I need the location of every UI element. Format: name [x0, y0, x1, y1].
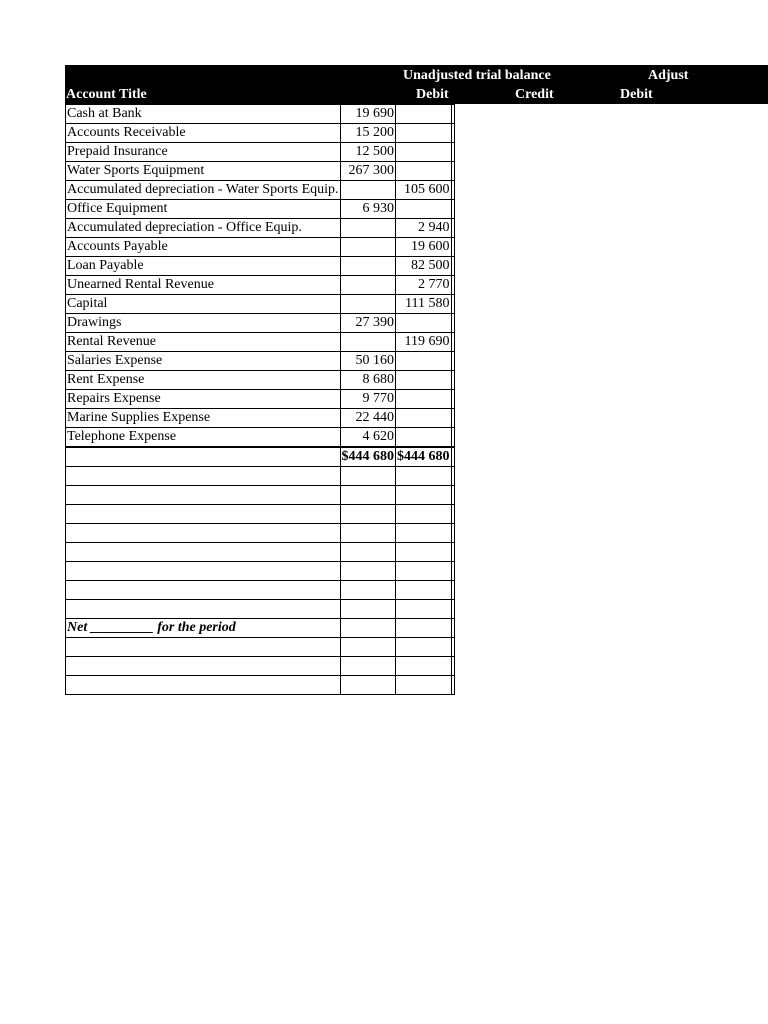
credit-header: Credit — [515, 87, 554, 102]
blank-adjustment-debit-cell[interactable] — [451, 562, 454, 581]
blank-adjustment-debit-cell[interactable] — [451, 524, 454, 543]
debit-cell[interactable]: 267 300 — [340, 162, 396, 181]
account-title-cell: Accumulated depreciation - Office Equip. — [66, 219, 341, 238]
blank-row — [66, 581, 455, 600]
account-title-cell: Drawings — [66, 314, 341, 333]
adjustment-debit-cell[interactable] — [451, 124, 454, 143]
total-debit-cell: $444 680 — [340, 447, 396, 467]
blank-debit-cell[interactable] — [340, 505, 396, 524]
blank-adjustment-debit-cell[interactable] — [451, 638, 454, 657]
table-row — [66, 181, 455, 200]
debit-cell[interactable] — [340, 257, 396, 276]
table-row — [66, 276, 455, 295]
debit-cell[interactable] — [340, 276, 396, 295]
table-row — [66, 333, 455, 352]
credit-cell[interactable] — [396, 162, 452, 181]
adjustment-debit-cell[interactable] — [451, 276, 454, 295]
blank-title-cell[interactable] — [66, 600, 341, 619]
blank-debit-cell[interactable] — [340, 676, 396, 695]
table-row — [66, 409, 455, 428]
blank-row — [66, 486, 455, 505]
table-row — [66, 143, 455, 162]
total-credit-cell: $444 680 — [396, 447, 452, 467]
account-title-cell: Marine Supplies Expense — [66, 409, 341, 428]
blank-adjustment-debit-cell[interactable] — [451, 467, 454, 486]
blank-credit-cell[interactable] — [396, 581, 452, 600]
credit-cell[interactable] — [396, 124, 452, 143]
credit-cell[interactable] — [396, 143, 452, 162]
blank-debit-cell[interactable] — [340, 486, 396, 505]
table-row — [66, 105, 455, 124]
blank-title-cell[interactable] — [66, 467, 341, 486]
blank-title-cell[interactable] — [66, 505, 341, 524]
credit-cell[interactable]: 2 940 — [396, 219, 452, 238]
blank-title-cell[interactable] — [66, 676, 341, 695]
table-row — [66, 257, 455, 276]
net-debit-cell[interactable] — [340, 619, 396, 638]
table-row — [66, 124, 455, 143]
adjustment-debit-cell[interactable] — [451, 105, 454, 124]
blank-adjustment-debit-cell[interactable] — [451, 581, 454, 600]
credit-cell[interactable]: 105 600 — [396, 181, 452, 200]
blank-adjustment-debit-cell[interactable] — [451, 543, 454, 562]
debit-cell[interactable]: 50 160 — [340, 352, 396, 371]
credit-cell[interactable] — [396, 352, 452, 371]
blank-row — [66, 600, 455, 619]
account-title-cell: Rental Revenue — [66, 333, 341, 352]
table-row — [66, 428, 455, 448]
account-title-cell: Accounts Payable — [66, 238, 341, 257]
blank-debit-cell[interactable] — [340, 638, 396, 657]
credit-cell[interactable] — [396, 428, 452, 448]
table-row — [66, 238, 455, 257]
adjustment-debit-cell[interactable] — [451, 181, 454, 200]
debit-header: Debit — [416, 87, 449, 102]
adjustment-debit-cell[interactable] — [451, 143, 454, 162]
account-title-cell: Accumulated depreciation - Water Sports Equip. — [66, 181, 341, 200]
debit-cell[interactable] — [340, 238, 396, 257]
adjustment-debit-cell[interactable] — [451, 371, 454, 390]
blank-adjustment-debit-cell[interactable] — [451, 505, 454, 524]
account-title-cell: Loan Payable — [66, 257, 341, 276]
blank-credit-cell[interactable] — [396, 600, 452, 619]
blank-row — [66, 638, 455, 657]
blank-adjustment-debit-cell[interactable] — [451, 486, 454, 505]
blank-debit-cell[interactable] — [340, 543, 396, 562]
adjustment-debit-cell[interactable] — [451, 314, 454, 333]
credit-cell[interactable] — [396, 314, 452, 333]
adjustment-debit-cell[interactable] — [451, 352, 454, 371]
worksheet-header — [65, 65, 768, 104]
debit-cell[interactable]: 19 690 — [340, 105, 396, 124]
blank-title-cell[interactable] — [66, 486, 341, 505]
account-title-cell: Office Equipment — [66, 200, 341, 219]
credit-cell[interactable]: 82 500 — [396, 257, 452, 276]
account-title-cell: Unearned Rental Revenue — [66, 276, 341, 295]
adjustment-debit-cell[interactable] — [451, 390, 454, 409]
net-row — [66, 619, 455, 638]
blank-debit-cell[interactable] — [340, 600, 396, 619]
account-title-cell: Rent Expense — [66, 371, 341, 390]
blank-credit-cell[interactable] — [396, 638, 452, 657]
adjustment-debit-cell[interactable] — [451, 257, 454, 276]
blank-adjustment-debit-cell[interactable] — [451, 600, 454, 619]
adjustment-debit-header: Debit — [620, 87, 653, 102]
blank-credit-cell[interactable] — [396, 657, 452, 676]
table-row — [66, 390, 455, 409]
adjustment-debit-cell[interactable] — [451, 409, 454, 428]
credit-cell[interactable] — [396, 409, 452, 428]
account-title-cell: Telephone Expense — [66, 428, 341, 448]
account-title-header: Account Title — [66, 87, 147, 102]
adjustments-heading: Adjust — [648, 68, 689, 83]
credit-cell[interactable] — [396, 390, 452, 409]
blank-adjustment-debit-cell[interactable] — [451, 657, 454, 676]
blank-row — [66, 657, 455, 676]
debit-cell[interactable] — [340, 295, 396, 314]
blank-credit-cell[interactable] — [396, 505, 452, 524]
adjustment-debit-cell[interactable] — [451, 295, 454, 314]
blank-row — [66, 562, 455, 581]
account-title-cell: Cash at Bank — [66, 105, 341, 124]
table-row — [66, 219, 455, 238]
totals-row — [66, 447, 455, 467]
blank-title-cell[interactable] — [66, 581, 341, 600]
trial-balance-table — [65, 104, 455, 695]
blank-credit-cell[interactable] — [396, 524, 452, 543]
adjustment-debit-cell[interactable] — [451, 238, 454, 257]
debit-cell[interactable]: 4 620 — [340, 428, 396, 448]
blank-row — [66, 505, 455, 524]
adjustment-debit-cell[interactable] — [451, 162, 454, 181]
net-adjustment-debit-cell[interactable] — [451, 619, 454, 638]
credit-cell[interactable] — [396, 200, 452, 219]
blank-title-cell[interactable] — [66, 562, 341, 581]
blank-debit-cell[interactable] — [340, 657, 396, 676]
debit-cell[interactable] — [340, 333, 396, 352]
blank-credit-cell[interactable] — [396, 676, 452, 695]
table-row — [66, 200, 455, 219]
blank-row — [66, 524, 455, 543]
table-row — [66, 314, 455, 333]
credit-cell[interactable]: 111 580 — [396, 295, 452, 314]
credit-cell[interactable]: 2 770 — [396, 276, 452, 295]
blank-credit-cell[interactable] — [396, 486, 452, 505]
totals-label-cell — [66, 447, 341, 467]
blank-title-cell[interactable] — [66, 524, 341, 543]
debit-cell[interactable] — [340, 219, 396, 238]
blank-title-cell[interactable] — [66, 638, 341, 657]
blank-row — [66, 676, 455, 695]
blank-title-cell[interactable] — [66, 657, 341, 676]
account-title-cell: Capital — [66, 295, 341, 314]
blank-title-cell[interactable] — [66, 543, 341, 562]
debit-cell[interactable]: 15 200 — [340, 124, 396, 143]
table-row — [66, 162, 455, 181]
adjustment-debit-cell[interactable] — [451, 428, 454, 448]
blank-debit-cell[interactable] — [340, 524, 396, 543]
credit-cell[interactable]: 19 600 — [396, 238, 452, 257]
account-title-cell: Accounts Receivable — [66, 124, 341, 143]
debit-cell[interactable]: 22 440 — [340, 409, 396, 428]
blank-credit-cell[interactable] — [396, 562, 452, 581]
blank-credit-cell[interactable] — [396, 467, 452, 486]
blank-debit-cell[interactable] — [340, 467, 396, 486]
table-row — [66, 352, 455, 371]
unadjusted-trial-balance-heading: Unadjusted trial balance — [403, 68, 551, 83]
net-credit-cell[interactable] — [396, 619, 452, 638]
account-title-cell: Water Sports Equipment — [66, 162, 341, 181]
debit-cell[interactable]: 12 500 — [340, 143, 396, 162]
table-row — [66, 371, 455, 390]
debit-cell[interactable] — [340, 181, 396, 200]
account-title-cell: Prepaid Insurance — [66, 143, 341, 162]
blank-row — [66, 467, 455, 486]
debit-cell[interactable]: 9 770 — [340, 390, 396, 409]
credit-cell[interactable]: 119 690 — [396, 333, 452, 352]
adjustment-debit-cell[interactable] — [451, 333, 454, 352]
debit-cell[interactable]: 8 680 — [340, 371, 396, 390]
blank-debit-cell[interactable] — [340, 581, 396, 600]
net-for-period-label: Net _________ for the period — [66, 619, 341, 638]
adjustment-debit-cell[interactable] — [451, 219, 454, 238]
credit-cell[interactable] — [396, 371, 452, 390]
credit-cell[interactable] — [396, 105, 452, 124]
account-title-cell: Salaries Expense — [66, 352, 341, 371]
debit-cell[interactable]: 6 930 — [340, 200, 396, 219]
table-row — [66, 295, 455, 314]
blank-credit-cell[interactable] — [396, 543, 452, 562]
blank-row — [66, 543, 455, 562]
blank-debit-cell[interactable] — [340, 562, 396, 581]
adjustment-debit-cell[interactable] — [451, 200, 454, 219]
total-adjustment-debit-cell[interactable] — [451, 447, 454, 467]
account-title-cell: Repairs Expense — [66, 390, 341, 409]
debit-cell[interactable]: 27 390 — [340, 314, 396, 333]
blank-adjustment-debit-cell[interactable] — [451, 676, 454, 695]
